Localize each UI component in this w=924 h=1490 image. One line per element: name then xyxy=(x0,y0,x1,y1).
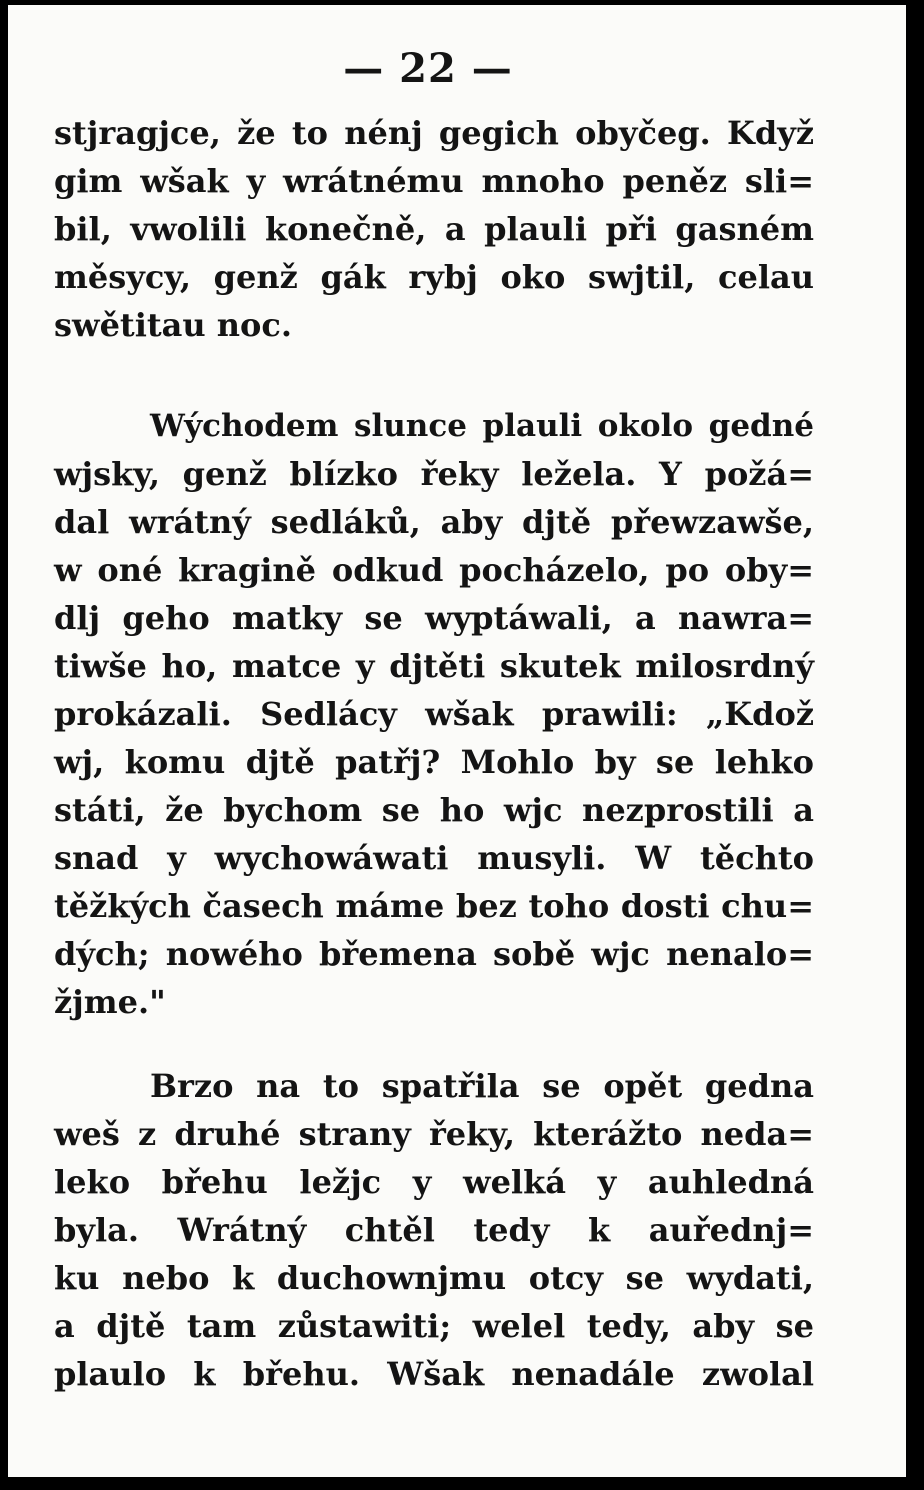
text-line: státi, že bychom se ho wjc nezprostili a xyxy=(54,791,814,829)
text-line: snad y wychowáwati musyli. W těchto xyxy=(54,839,814,877)
text-line: měsycy, genž gák rybj oko swjtil, celau xyxy=(54,258,814,296)
text-line: bil, vwolili konečně, a plauli při gasném xyxy=(54,210,814,248)
text-line: dlj geho matky se wyptáwali, a nawra= xyxy=(54,599,814,637)
text-line: dal wrátný sedláků, aby djtě přewzawše, xyxy=(54,503,814,541)
text-line: leko břehu ležjc y welká y auhledná xyxy=(54,1163,814,1201)
paragraph-2 xyxy=(54,402,814,1026)
book-page xyxy=(8,5,906,1477)
text-line: tiwše ho, matce y djtěti skutek milosrdný xyxy=(54,647,814,685)
text-line: weš z druhé strany řeky, kterážto neda= xyxy=(54,1115,814,1153)
text-line: w oné kragině odkud pocházelo, po oby= xyxy=(54,551,814,589)
text-line: gim wšak y wrátnému mnoho peněz sli= xyxy=(54,162,814,200)
text-line: swětitau noc. xyxy=(54,306,293,344)
text-line: dých; nowého břemena sobě wjc nenalo= xyxy=(54,935,814,973)
text-line: Brzo na to spatřila se opět gedna xyxy=(150,1067,814,1105)
text-line: stjragjce, že to nénj gegich obyčeg. Když xyxy=(54,114,814,152)
text-line: prokázali. Sedlácy wšak prawili: „Kdož xyxy=(54,695,814,733)
paragraph-1 xyxy=(54,109,814,349)
text-line: těžkých časech máme bez toho dosti chu= xyxy=(54,887,814,925)
page-number: — 22 — xyxy=(343,45,513,92)
text-line: a djtě tam zůstawiti; welel tedy, aby se xyxy=(54,1307,814,1345)
text-line: Wýchodem slunce plauli okolo gedné xyxy=(150,408,814,444)
text-line: žjme." xyxy=(54,983,166,1021)
text-line: ku nebo k duchownjmu otcy se wydati, xyxy=(54,1259,814,1297)
text-line: wj, komu djtě patřj? Mohlo by se lehko xyxy=(54,743,814,781)
text-line: byla. Wrátný chtěl tedy k auřednj= xyxy=(54,1211,814,1249)
text-line: plaulo k břehu. Wšak nenadále zwolal xyxy=(54,1355,814,1393)
text-line: wjsky, genž blízko řeky ležela. Y požá= xyxy=(54,455,814,493)
paragraph-3 xyxy=(54,1062,814,1398)
